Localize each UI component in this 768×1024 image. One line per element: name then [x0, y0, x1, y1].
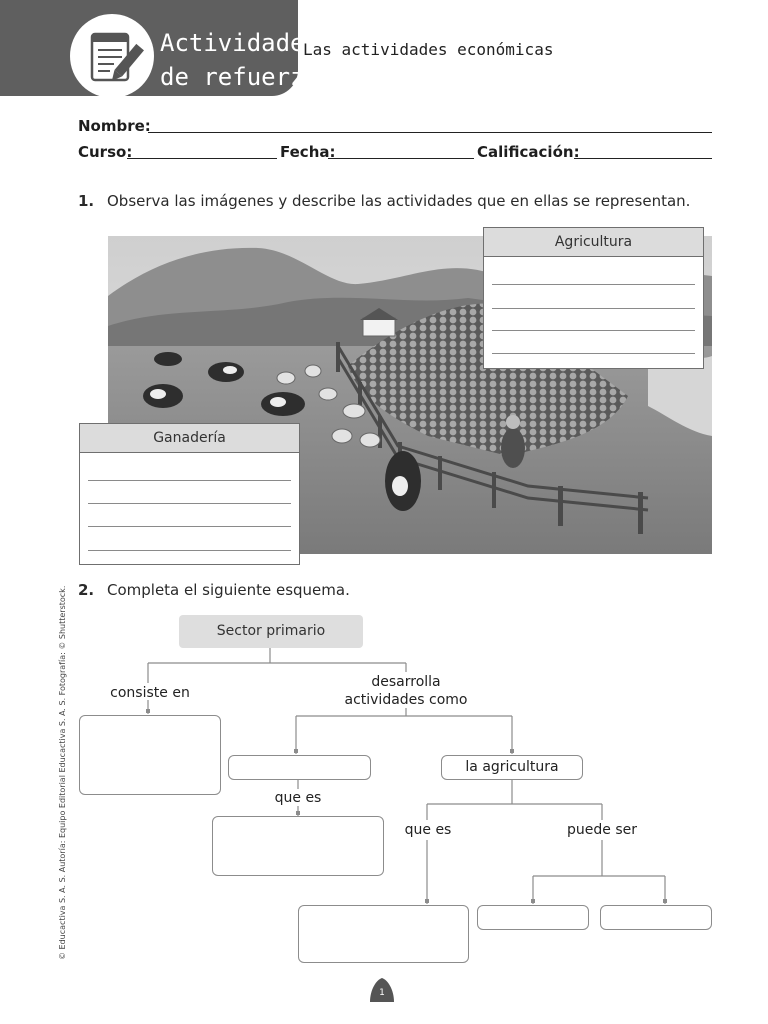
activity-definition-box[interactable]	[212, 816, 384, 876]
page-number: 1	[379, 988, 385, 998]
what-is-agriculture-label: que es	[404, 822, 452, 838]
agriculture-type-box-2[interactable]	[600, 905, 712, 930]
grade-label: Calificación:	[477, 143, 580, 161]
what-is-left-label: que es	[274, 790, 322, 806]
can-be-label: puede ser	[567, 822, 637, 838]
diagram-root-node: Sector primario	[179, 615, 363, 648]
consists-of-label: consiste en	[110, 685, 190, 701]
agriculture-box-title: Agricultura	[484, 228, 703, 257]
course-label: Curso:	[78, 143, 133, 161]
header-subtitle: Las actividades económicas	[303, 40, 554, 59]
activity-answer-box[interactable]	[228, 755, 371, 780]
develops-label: desarrolla actividades como	[344, 674, 468, 708]
date-label: Fecha:	[280, 143, 336, 161]
livestock-box-title: Ganadería	[80, 424, 299, 453]
question-2-text: Completa el siguiente esquema.	[107, 581, 350, 599]
agriculture-definition-box[interactable]	[298, 905, 469, 963]
name-label: Nombre:	[78, 117, 151, 135]
agriculture-node	[441, 755, 583, 780]
consists-of-answer-box[interactable]	[79, 715, 221, 795]
question-2-number: 2.	[78, 581, 95, 599]
page-number-badge	[368, 976, 396, 1004]
copyright-text: © Educactiva S. A. S. Autoría: Equipo Editorial Educactiva S. A. S. Fotografía: © Shutterstock.	[58, 585, 67, 960]
question-1-text: Observa las imágenes y describe las actividades que en ellas se representan.	[107, 192, 691, 210]
question-1-number: 1.	[78, 192, 95, 210]
header-title: Actividades de refuerzo	[160, 29, 319, 91]
agriculture-node-label: la agricultura	[465, 759, 559, 775]
agriculture-type-box-1[interactable]	[477, 905, 589, 930]
